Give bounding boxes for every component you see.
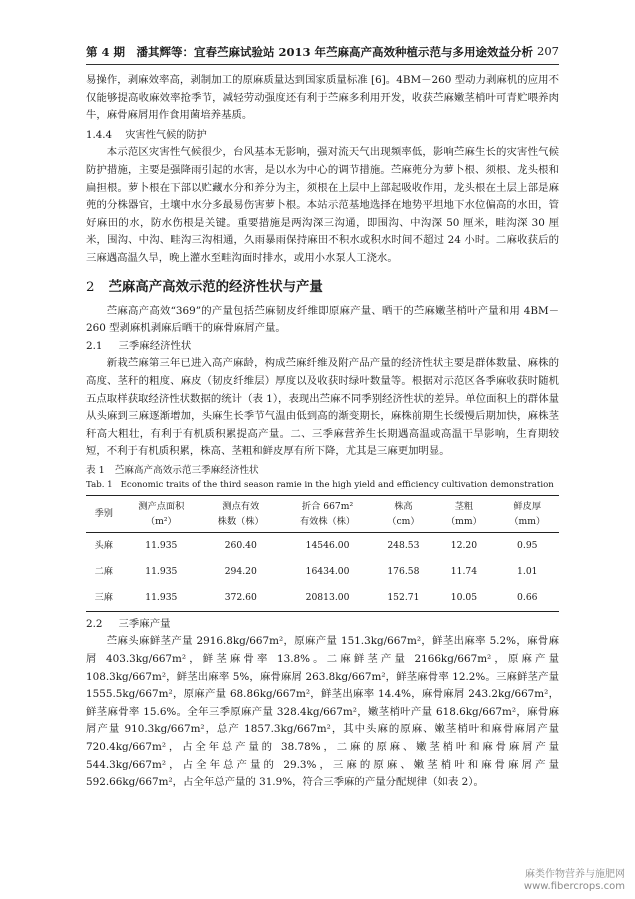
section-2-2-heading (86, 616, 559, 634)
cell-stem-diameter: 10.05 (450, 591, 478, 603)
section-number: 2.2 (86, 617, 103, 630)
watermark-site-url: www.fibercrops.com (523, 881, 625, 892)
cell-plant-height: 152.71 (387, 591, 420, 603)
column-header-bark-thickness: 鲜皮厚 （mm） (496, 495, 559, 532)
column-header-season: 季别 (86, 495, 122, 532)
table-title-en: Economic traits of the third season ramie in the high yield and efficiency cultivation demonstration (120, 479, 554, 490)
cell-plants-per-mu: 16434.00 (305, 565, 350, 577)
paragraph-machine: 易操作，剥麻效率高，剥制加工的原麻质量达到国家质量标准 [6]。4BM－260 型动力剥麻机的应用不仅能够提高收麻效率抢季节，减轻劳动强度还有利于苎麻多利用开发，收获苎麻嫩茎梢叶可青贮喂养肉牛，麻骨麻屑用作食用菌培养基质。 (86, 74, 559, 122)
cell-season: 三麻 (94, 591, 113, 603)
cell-plant-height: 176.58 (387, 565, 420, 577)
paragraph-disaster-protection: 本示范区灾害性气候很少，台风基本无影响，强对流天气出现频率低，影响苎麻生长的灾害性气候防护措施，主要是强降雨引起的水害，是以水为中心的调节措施。苎麻蔸分为萝卜根、须根、龙头根和扁担根。萝卜根在下部以贮藏水分和养分为主，须根在上层中上部起吸收作用，龙头根在土层上部是麻蔸的分株器官，土壤中水分多最易伤害萝卜根。本站示范基地选择在地势平坦地下水位偏高的水田，管好麻田的水，防水伤根是关键。重要措施是两沟深三沟通，即围沟、中沟深 50 厘米，畦沟深 30 厘米，围沟、中沟、畦沟三沟相通，久雨暴雨保持麻田不积水或积水时间不超过 24 小时。二麻收获后的三麻遇高温久旱，晚上灌水至畦沟面时排水，或用小水泵人工浇水。 (86, 146, 559, 264)
cell-plant-height: 248.53 (387, 539, 420, 551)
table-row (86, 532, 559, 559)
table-1-caption-cn (86, 463, 559, 478)
section-title: 灾害性气候的防护 (125, 129, 207, 141)
cell-plot-area: 11.935 (145, 591, 178, 603)
cell-effective-plants: 372.60 (224, 591, 257, 603)
column-header-plant-height: 株高 （cm） (375, 495, 433, 532)
header-rule (86, 64, 559, 65)
section-title: 三季麻产量 (118, 617, 171, 630)
table-1 (86, 495, 559, 612)
table-row (86, 585, 559, 612)
section-2-heading (86, 276, 559, 299)
cell-bark-thickness: 0.66 (517, 591, 538, 603)
table-1-caption-en (86, 478, 559, 492)
running-header (86, 44, 559, 62)
watermark-site-name: 麻类作物营养与施肥网 (525, 869, 625, 880)
section-title: 三季麻经济性状 (118, 339, 192, 352)
cell-bark-thickness: 1.01 (517, 565, 538, 577)
cell-bark-thickness: 0.95 (517, 539, 538, 551)
cell-season: 二麻 (94, 565, 113, 577)
paragraph-yield: 苎麻头麻鲜茎产量 2916.8kg/667m²，原麻产量 151.3kg/667m²，鲜茎出麻率 5.2%，麻骨麻屑 403.3kg/667m²，鲜茎麻骨率 13.8%。二麻鲜茎产量 2166kg/667m²，原麻产量 108.3kg/667m²，鲜茎出麻率 5%，麻骨麻屑 263.8kg/667m²，鲜茎麻骨率 12.2%。三麻鲜茎产量 1555.5kg/667m²，原麻产量 68.86kg/667m²，鲜茎出麻率 14.4%，麻骨麻屑 243.2kg/667m²，鲜茎麻骨率 15.6%。全年三季原麻产量 328.4kg/667m²，嫩茎梢叶产量 618.6kg/667m²，麻骨麻屑产量 910.3kg/667m²，总产 1857.3kg/667m²，其中头麻的原麻、嫩茎梢叶和麻骨麻屑产量 720.4kg/667m²，占全年总产量的 38.78%，二麻的原麻、嫩茎梢叶和麻骨麻屑产量 544.3kg/667m²，占全年总产量的 29.3%，三麻的原麻、嫩茎梢叶和麻骨麻屑产量 592.66kg/667m²，占全年总产量的 31.9%，符合三季麻的产量分配规律（如表 2）。 (86, 635, 559, 789)
cell-plot-area: 11.935 (145, 539, 178, 551)
cell-effective-plants: 260.40 (224, 539, 257, 551)
table-number-en: Tab. 1 (86, 479, 113, 490)
table-row (86, 559, 559, 585)
table-title: 苎麻高产高效示范三季麻经济性状 (114, 464, 259, 476)
section-number: 1.4.4 (86, 129, 112, 141)
column-header-plants-per-mu: 折合 667m² 有效株（株） (281, 495, 375, 532)
table-number: 表 1 (86, 464, 105, 476)
paragraph-yield-definition: 苎麻高产高效“369”的产量包括苎麻韧皮纤维即原麻产量、晒干的苎麻嫩茎梢叶产量和用 4BM－260 型剥麻机剥麻后晒干的麻骨麻屑产量。 (86, 304, 559, 335)
column-header-plot-area: 测产点面积 （m²） (122, 495, 201, 532)
watermark (524, 869, 625, 893)
cell-plot-area: 11.935 (145, 565, 178, 577)
column-header-effective-plants: 测点有效 株数（株） (201, 495, 280, 532)
running-header-title: 第 4 期 潘其辉等：宜春苎麻试验站 2013 年苎麻高产高效种植示范与多用途效益分析 (86, 45, 534, 59)
page-number: 207 (537, 44, 559, 58)
article-body (86, 72, 559, 792)
section-number: 2 (86, 279, 95, 295)
cell-effective-plants: 294.20 (224, 565, 257, 577)
section-2-1-heading (86, 338, 559, 356)
cell-stem-diameter: 12.20 (450, 539, 478, 551)
section-1-4-4-heading (86, 127, 559, 145)
cell-stem-diameter: 11.74 (450, 565, 478, 577)
cell-plants-per-mu: 14546.00 (305, 539, 350, 551)
section-title: 苎麻高产高效示范的经济性状与产量 (108, 278, 323, 295)
cell-season: 头麻 (94, 539, 113, 551)
cell-plants-per-mu: 20813.00 (305, 591, 350, 603)
table-header-row (86, 495, 559, 532)
section-number: 2.1 (86, 339, 103, 352)
column-header-stem-diameter: 茎粗 （mm） (432, 495, 495, 532)
paragraph-economic-traits: 新栽苎麻第三年已进入高产麻龄，构成苎麻纤维及附产品产量的经济性状主要是群体数量、麻株的高度、茎秆的粗度、麻皮（韧皮纤维层）厚度以及收获时绿叶数量等。根据对示范区各季麻收获时随机五点取样获取经济性状数据的统计（表 1），表现出苎麻不同季别经济性状的差异。单位面积上的群体量从头麻到三麻逐渐增加，头麻生长季节气温由低到高的渐变期长，麻株前期生长缓慢后期加快，麻株茎秆高大粗壮，有利于有机质积累提高产量。二、三季麻营养生长期遇高温或高温干旱影响，生育期较短，不利于有机质积累，株高、茎粗和鲜皮厚有所下降，尤其是三麻更加明显。 (86, 357, 559, 458)
